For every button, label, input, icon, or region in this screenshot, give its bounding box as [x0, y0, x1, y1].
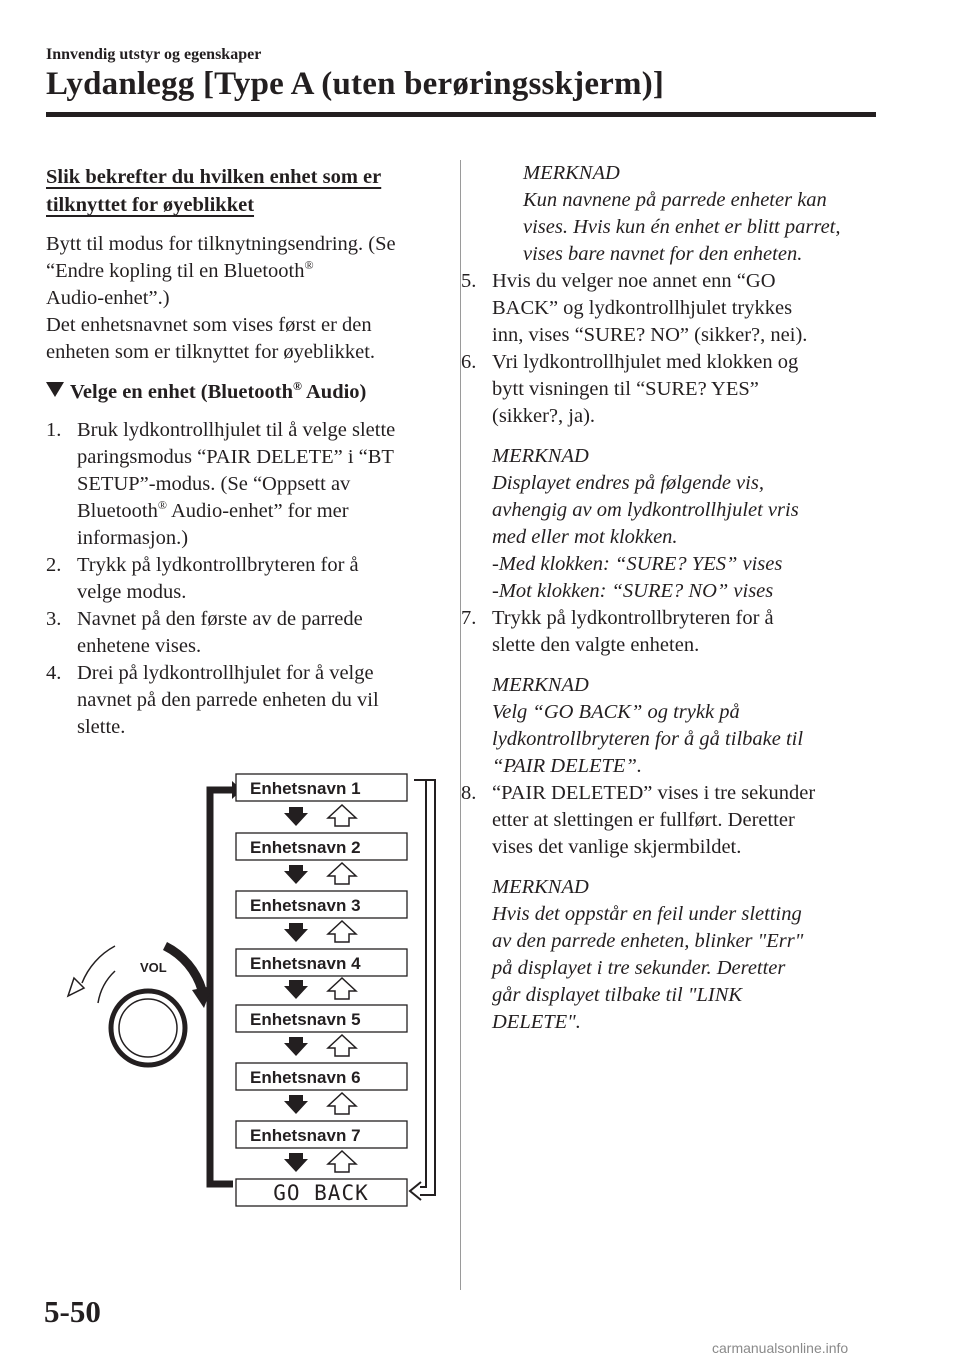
right-column — [461, 160, 892, 1048]
vol-label: VOL — [140, 960, 167, 975]
arrow-up-icon — [328, 978, 356, 999]
arrow-down-icon — [284, 923, 308, 942]
triangle-bullet-icon — [46, 382, 64, 397]
arrow-down-icon — [284, 807, 308, 826]
device-name-7: Enhetsnavn 7 — [250, 1126, 361, 1145]
list-item: 6. Vri lydkontrollhjulet med klokken og bytt visningen til “SURE? YES” (sikker?, ja). MERKNAD Displayet endres på følgende vis, avhengig av om lydkontrollhjulet vris med eller mot klokken. -Med klokken: “SURE? YES” vises -Mot klokken: “SURE? NO” vises — [461, 349, 892, 605]
arrow-up-icon — [328, 805, 356, 826]
steps-list-right — [461, 268, 892, 1036]
paragraph-2: Det enhetsnavnet som vises først er den enheten som er tilknyttet for øyeblikket. — [46, 314, 376, 363]
note-3: MERKNAD Velg “GO BACK” og trykk på lydkontrollbryteren for å gå tilbake til “PAIR DELETE”. — [492, 674, 804, 777]
device-name-6: Enhetsnavn 6 — [250, 1068, 361, 1087]
arrow-down-icon — [284, 1095, 308, 1114]
watermark: carmanualsonline.info — [712, 1340, 849, 1356]
list-item: 1. Bruk lydkontrollhjulet til å velge slette paringsmodus “PAIR DELETE” i “BT SETUP”-modus. (Se “Oppsett av Bluetooth® Audio-enhet” for mer informasjon.) — [46, 419, 396, 549]
steps-list — [46, 417, 446, 741]
section-heading: Velge en enhet (Bluetooth® Audio) — [46, 379, 446, 406]
vol-knob — [68, 946, 212, 1065]
arrow-down-icon — [284, 980, 308, 999]
arrow-up-icon — [328, 921, 356, 942]
paragraph-1: Bytt til modus for tilknytningsendring. (Se “Endre kopling til en Bluetooth® Audio-enhet”.) — [46, 233, 396, 309]
device-name-4: Enhetsnavn 4 — [250, 954, 361, 973]
device-selection-diagram — [60, 768, 460, 1208]
note-2: MERKNAD Displayet endres på følgende vis, avhengig av om lydkontrollhjulet vris med eller mot klokken. -Med klokken: “SURE? YES” vises -Mot klokken: “SURE? NO” vises — [492, 445, 799, 602]
go-back-label: GO BACK — [273, 1181, 369, 1205]
note-1: MERKNAD Kun navnene på parrede enheter kan vises. Hvis kun én enhet er blitt parret, vises bare navnet for den enheten. — [523, 162, 841, 265]
device-name-1: Enhetsnavn 1 — [250, 779, 361, 798]
list-item: 8. “PAIR DELETED” vises i tre sekunder etter at slettingen er fullført. Deretter vises det vanlige skjermbildet. MERKNAD Hvis det oppstår en feil under sletting av den parrede enheten, blinker "Err" på displayet i tre sekunder. Deretter går displayet tilbake til "LINK DELETE". — [461, 780, 892, 1036]
arrow-up-icon — [328, 1151, 356, 1172]
arrow-down-icon — [284, 1037, 308, 1056]
loop-line-left — [210, 790, 233, 1184]
note-4: MERKNAD Hvis det oppstår en feil under sletting av den parrede enheten, blinker "Err" på displayet i tre sekunder. Deretter går displayet tilbake til "LINK DELETE". — [492, 876, 804, 1033]
arrow-down-icon — [284, 1153, 308, 1172]
left-column — [46, 163, 446, 741]
list-item: 2. Trykk på lydkontrollbryteren for å velge modus. — [46, 554, 359, 603]
arrow-left-icon — [410, 1182, 421, 1200]
list-item: 4. Drei på lydkontrollhjulet for å velge navnet på den parrede enheten du vil slette. — [46, 662, 379, 738]
arrow-up-icon — [328, 1093, 356, 1114]
subheading: Slik bekrefter du hvilken enhet som er tilknyttet for øyeblikket — [46, 166, 382, 216]
arrow-down-icon — [284, 865, 308, 884]
list-item: 5. Hvis du velger noe annet enn “GO BACK” og lydkontrollhjulet trykkes inn, vises “SURE? NO” (sikker?, nei). — [461, 270, 808, 346]
device-name-5: Enhetsnavn 5 — [250, 1010, 361, 1029]
device-name-3: Enhetsnavn 3 — [250, 896, 361, 915]
header-rule — [46, 112, 876, 117]
list-item: 3. Navnet på den første av de parrede enhetene vises. — [46, 608, 363, 657]
page-title: Lydanlegg [Type A (uten berøringsskjerm)] — [46, 66, 665, 102]
rotate-cw-arc — [165, 946, 202, 990]
arrow-up-icon — [328, 1035, 356, 1056]
section-label: Innvendig utstyr og egenskaper — [46, 46, 262, 63]
arrow-up-icon — [328, 863, 356, 884]
page-number: 5-50 — [44, 1294, 101, 1329]
rotate-ccw-arc — [98, 971, 115, 1003]
device-name-2: Enhetsnavn 2 — [250, 838, 361, 857]
list-item: 7. Trykk på lydkontrollbryteren for å slette den valgte enheten. MERKNAD Velg “GO BACK” og trykk på lydkontrollbryteren for å gå tilbake til “PAIR DELETE”. — [461, 605, 892, 780]
